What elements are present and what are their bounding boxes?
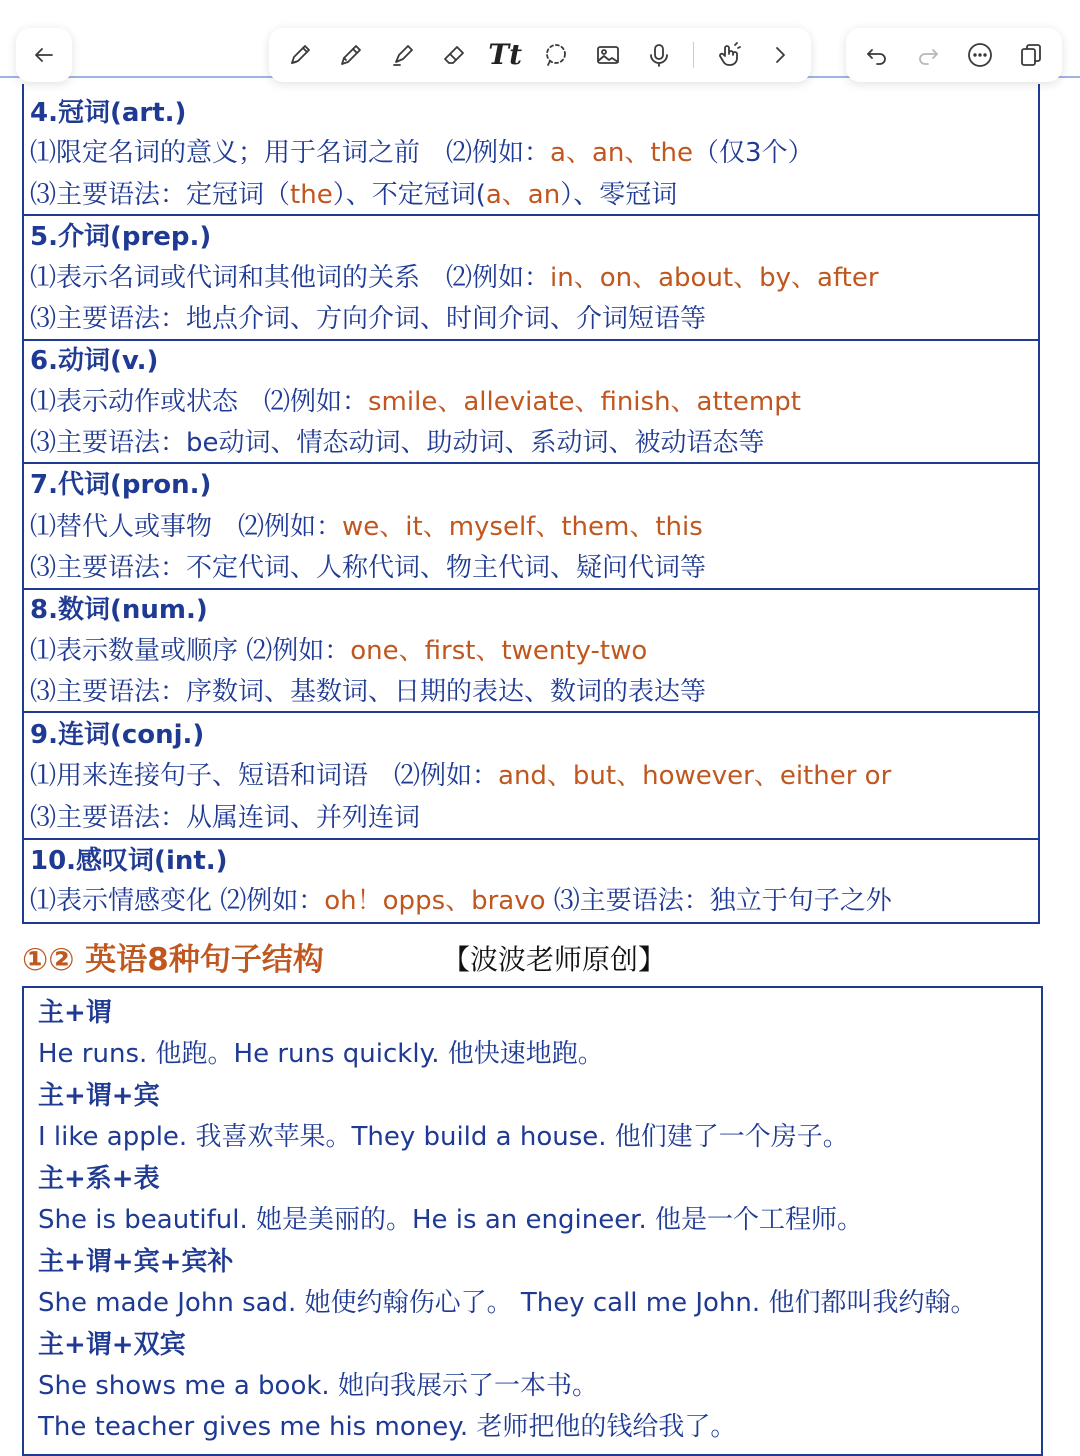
- row-line: ⑶主要语法：不定代词、人称代词、物主代词、疑问代词等: [30, 553, 707, 583]
- row-title: 5.介词(prep.): [30, 222, 212, 252]
- lasso-icon[interactable]: [539, 38, 573, 72]
- table-row: [24, 713, 1038, 840]
- eraser-icon[interactable]: [437, 38, 471, 72]
- table-row: [24, 341, 1038, 464]
- drawing-toolbar: [269, 28, 811, 82]
- hand-touch-icon[interactable]: [712, 38, 746, 72]
- toolbar-separator: [693, 42, 694, 68]
- row-line: ⑴用来连接句子、短语和词语 ⑵例如：and、but、however、either or: [30, 761, 892, 791]
- row-title: 7.代词(pron.): [30, 470, 212, 500]
- highlighter-icon[interactable]: [386, 38, 420, 72]
- document-actions-toolbar: [846, 28, 1062, 82]
- pattern-label: 主+谓+宾: [38, 1081, 160, 1111]
- row-line: ⑴限定名词的意义；用于名词之前 ⑵例如：a、an、the（仅3个）: [30, 138, 814, 168]
- pattern-label: 主+谓+双宾: [38, 1330, 186, 1360]
- row-line: ⑶主要语法：be动词、情态动词、助动词、系动词、被动语态等: [30, 428, 765, 458]
- row-title: 8.数词(num.): [30, 595, 208, 625]
- row-line: ⑴表示数量或顺序 ⑵例如：one、first、twenty-two: [30, 636, 648, 666]
- row-title: 6.动词(v.): [30, 346, 159, 376]
- row-line: ⑴表示名词或代词和其他词的关系 ⑵例如：in、on、about、by、after: [30, 263, 879, 293]
- row-title: 9.连词(conj.): [30, 720, 205, 750]
- row-line: ⑴表示情感变化 ⑵例如：oh！opps、bravo ⑶主要语法：独立于句子之外: [30, 886, 892, 916]
- row-title: 4.冠词(art.): [30, 98, 187, 128]
- pen-icon[interactable]: [283, 38, 317, 72]
- example-sentence: She made John sad. 她使约翰伤心了。 They call me John. 他们都叫我约翰。: [38, 1288, 977, 1318]
- row-title: 10.感叹词(int.): [30, 846, 228, 876]
- microphone-icon[interactable]: [642, 38, 676, 72]
- pattern-label: 主+谓+宾+宾补: [38, 1247, 234, 1277]
- more-icon[interactable]: [963, 38, 997, 72]
- row-line: ⑶主要语法：定冠词（the）、不定冠词(a、an）、零冠词: [30, 180, 678, 210]
- table-row: [24, 840, 1038, 924]
- table-row: [24, 464, 1038, 590]
- row-line: ⑴替代人或事物 ⑵例如：we、it、myself、them、this: [30, 512, 703, 542]
- arrow-left-icon: [27, 38, 61, 72]
- example-sentence: The teacher gives me his money. 老师把他的钱给我了。: [38, 1412, 737, 1442]
- section-title: ①② 英语8种句子结构: [22, 942, 324, 978]
- sentence-structure-table: [22, 986, 1043, 1456]
- table-row: [24, 216, 1038, 341]
- section-source: 【波波老师原创】: [442, 943, 667, 976]
- table-row: [24, 590, 1038, 713]
- pencil-icon[interactable]: [334, 38, 368, 72]
- image-icon[interactable]: [591, 38, 625, 72]
- row-line: ⑴表示动作或状态 ⑵例如：smile、alleviate、finish、attempt: [30, 387, 801, 417]
- example-sentence: I like apple. 我喜欢苹果。They build a house. 他们建了一个房子。: [38, 1122, 849, 1152]
- undo-icon[interactable]: [860, 38, 894, 72]
- row-line: ⑶主要语法：序数词、基数词、日期的表达、数词的表达等: [30, 677, 707, 707]
- back-button[interactable]: [16, 28, 72, 82]
- example-sentence: She is beautiful. 她是美丽的。He is an engineer. 他是一个工程师。: [38, 1205, 864, 1235]
- pages-icon[interactable]: [1014, 38, 1048, 72]
- pattern-label: 主+谓: [38, 998, 112, 1028]
- chevron-right-icon[interactable]: [763, 38, 797, 72]
- row-line: ⑶主要语法：地点介词、方向介词、时间介词、介词短语等: [30, 304, 707, 334]
- table-row: [24, 84, 1038, 216]
- row-line: ⑶主要语法：从属连词、并列连词: [30, 803, 421, 833]
- redo-icon[interactable]: [911, 38, 945, 72]
- pattern-label: 主+系+表: [38, 1164, 160, 1194]
- text-tool-icon[interactable]: Tt: [488, 38, 523, 71]
- example-sentence: He runs. 他跑。He runs quickly. 他快速地跑。: [38, 1039, 604, 1069]
- example-sentence: She shows me a book. 她向我展示了一本书。: [38, 1371, 598, 1401]
- parts-of-speech-table: [22, 84, 1040, 924]
